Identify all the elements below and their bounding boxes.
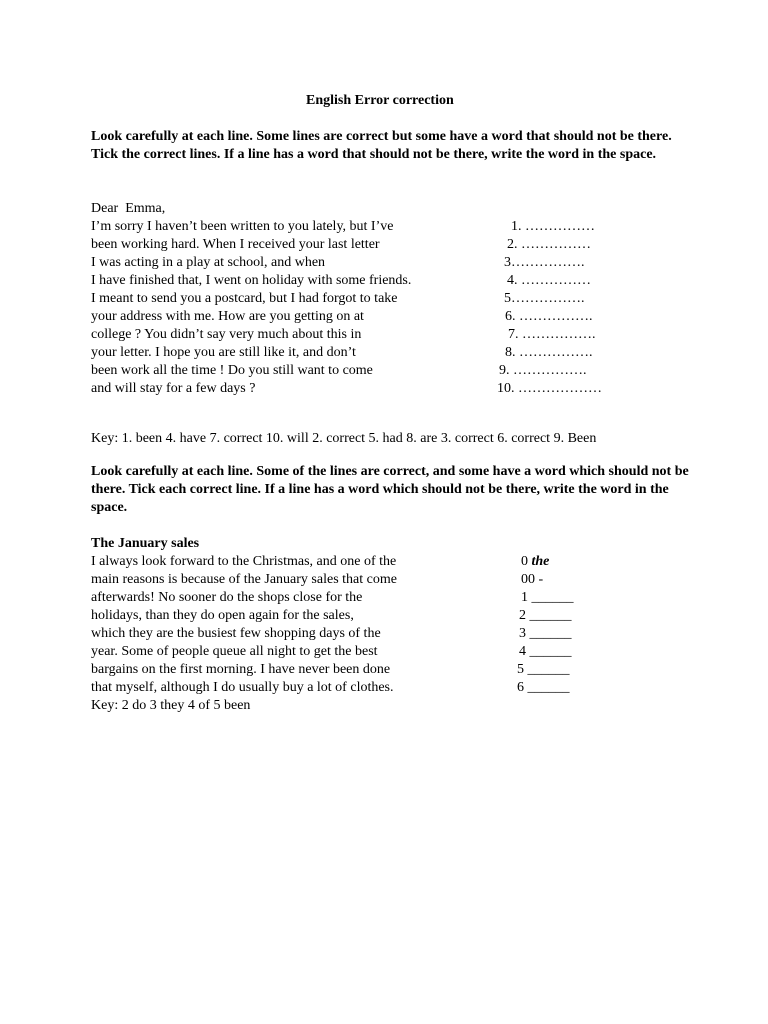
- exercise1-answer-blank: 4. ……………: [507, 273, 591, 288]
- exercise1-answer-blank: 8. …………….: [505, 345, 593, 360]
- exercise2-heading: The January sales: [91, 536, 200, 551]
- exercise2-line: which they are the busiest few shopping days of the: [91, 626, 381, 641]
- example-number: 0: [521, 554, 528, 569]
- exercise1-line: I’m sorry I haven’t been written to you lately, but I’ve: [91, 219, 394, 234]
- example-word: the: [531, 554, 550, 569]
- exercise1-answer-blank: 9. …………….: [499, 363, 587, 378]
- exercise2-answer-blank: 1 ______: [521, 590, 574, 605]
- exercise1-line: been work all the time ! Do you still want to come: [91, 363, 373, 378]
- exercise1-answer-blank: 2. ……………: [507, 237, 591, 252]
- exercise1-answer-blank: 3…………….: [504, 255, 585, 270]
- exercise2-example2-answer: 00 -: [521, 572, 544, 587]
- exercise1-answer-blank: 6. …………….: [505, 309, 593, 324]
- exercise1-line: college ? You didn’t say very much about this in: [91, 327, 362, 342]
- exercise1-key: Key: 1. been 4. have 7. correct 10. will 2. correct 5. had 8. are 3. correct 6. correct 9. Been: [91, 431, 597, 446]
- exercise1-line: and will stay for a few days ?: [91, 381, 256, 396]
- exercise1-line: I have finished that, I went on holiday with some friends.: [91, 273, 412, 288]
- exercise2-line: bargains on the first morning. I have never been done: [91, 662, 391, 677]
- exercise2-line: I always look forward to the Christmas, and one of the: [91, 554, 397, 569]
- exercise2-line: afterwards! No sooner do the shops close for the: [91, 590, 363, 605]
- exercise1-answer-blank: 5…………….: [504, 291, 585, 306]
- exercise2-answer-blank: 4 ______: [519, 644, 572, 659]
- exercise2-answer-blank: 2 ______: [519, 608, 572, 623]
- exercise1-line: your address with me. How are you getting on at: [91, 309, 364, 324]
- exercise2-line: that myself, although I do usually buy a lot of clothes.: [91, 680, 394, 695]
- exercise2-line: year. Some of people queue all night to get the best: [91, 644, 378, 659]
- exercise1-line: been working hard. When I received your last letter: [91, 237, 380, 252]
- exercise1-answer-blank: 1. ……………: [511, 219, 595, 234]
- exercise1-line: I was acting in a play at school, and when: [91, 255, 326, 270]
- exercise2-example-answer: [521, 553, 549, 571]
- exercise2-line: holidays, than they do open again for the sales,: [91, 608, 354, 623]
- exercise2-key: Key: 2 do 3 they 4 of 5 been: [91, 698, 251, 713]
- page-title: English Error correction: [306, 93, 454, 108]
- exercise1-instruction: Look carefully at each line. Some lines are correct but some have a word that should not be there. Tick the correct lines. If a line has a word that should not be there, write the word in the space.: [91, 129, 672, 162]
- exercise1-answer-blank: 7. …………….: [508, 327, 596, 342]
- exercise1-greeting: Dear Emma,: [91, 201, 166, 216]
- exercise2-answer-blank: 5 ______: [517, 662, 570, 677]
- exercise2-answer-blank: 3 ______: [519, 626, 572, 641]
- exercise2-answer-blank: 6 ______: [517, 680, 570, 695]
- exercise2-instruction: Look carefully at each line. Some of the lines are correct, and some have a word which should not be there. Tick each correct line. If a line has a word which should not be there, write the word in the space.: [91, 464, 689, 515]
- exercise1-answer-blank: 10. ………………: [497, 381, 602, 396]
- exercise2-line: main reasons is because of the January sales that come: [91, 572, 397, 587]
- exercise1-line: I meant to send you a postcard, but I had forgot to take: [91, 291, 398, 306]
- exercise1-line: your letter. I hope you are still like it, and don’t: [91, 345, 356, 360]
